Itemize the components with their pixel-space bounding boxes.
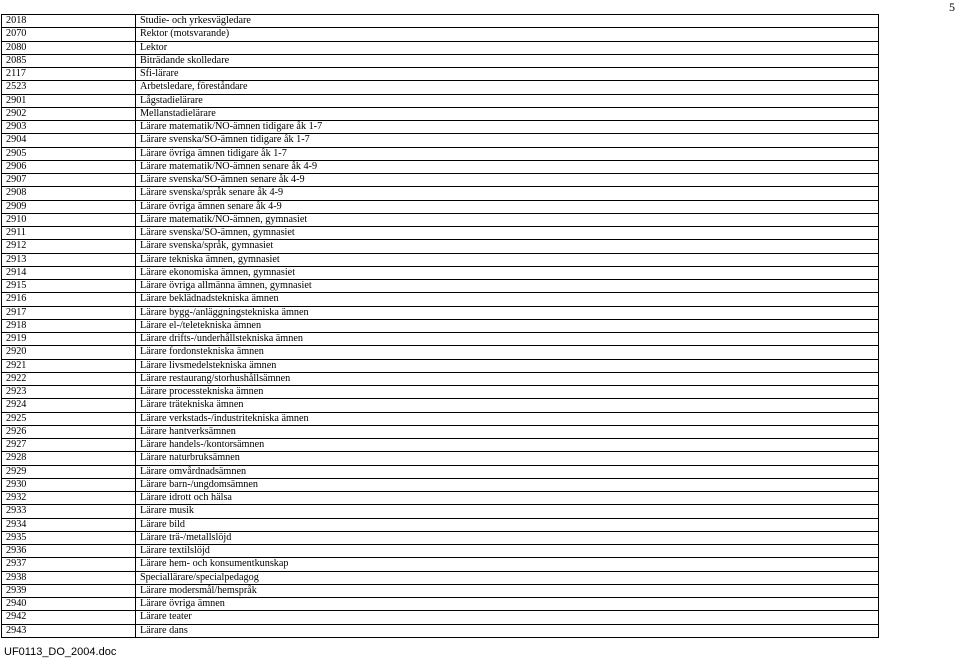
title-cell: Lärare musik [136, 505, 879, 518]
code-cell: 2935 [2, 531, 136, 544]
code-cell: 2921 [2, 359, 136, 372]
title-cell: Mellanstadielärare [136, 107, 879, 120]
title-cell: Lärare omvårdnadsämnen [136, 465, 879, 478]
table-row [2, 41, 879, 54]
code-cell: 2117 [2, 68, 136, 81]
table-row [2, 187, 879, 200]
code-cell: 2939 [2, 584, 136, 597]
table-row [2, 15, 879, 28]
table-row [2, 611, 879, 624]
title-cell: Lärare svenska/språk senare åk 4-9 [136, 187, 879, 200]
code-cell: 2070 [2, 28, 136, 41]
title-cell: Lärare hem- och konsumentkunskap [136, 558, 879, 571]
title-cell: Lärare övriga ämnen tidigare åk 1-7 [136, 147, 879, 160]
table-row [2, 147, 879, 160]
title-cell: Arbetsledare, föreståndare [136, 81, 879, 94]
table-row [2, 266, 879, 279]
title-cell: Lärare barn-/ungdomsämnen [136, 478, 879, 491]
table-row [2, 54, 879, 67]
title-cell: Sfi-lärare [136, 68, 879, 81]
code-cell: 2903 [2, 121, 136, 134]
title-cell: Lärare naturbruksämnen [136, 452, 879, 465]
code-cell: 2934 [2, 518, 136, 531]
code-cell: 2901 [2, 94, 136, 107]
code-cell: 2915 [2, 280, 136, 293]
table-row [2, 319, 879, 332]
title-cell: Lärare matematik/NO-ämnen tidigare åk 1-7 [136, 121, 879, 134]
title-cell: Lektor [136, 41, 879, 54]
table-row [2, 452, 879, 465]
title-cell: Lärare modersmål/hemspråk [136, 584, 879, 597]
table-row [2, 505, 879, 518]
title-cell: Lärare svenska/SO-ämnen, gymnasiet [136, 227, 879, 240]
title-cell: Lärare ekonomiska ämnen, gymnasiet [136, 266, 879, 279]
title-cell: Lärare fordonstekniska ämnen [136, 346, 879, 359]
code-cell: 2913 [2, 253, 136, 266]
table-row [2, 598, 879, 611]
table-row [2, 333, 879, 346]
title-cell: Lärare bygg-/anläggningstekniska ämnen [136, 306, 879, 319]
code-cell: 2917 [2, 306, 136, 319]
table-row [2, 399, 879, 412]
title-cell: Lärare övriga ämnen senare åk 4-9 [136, 200, 879, 213]
title-cell: Lärare hantverksämnen [136, 425, 879, 438]
code-cell: 2919 [2, 333, 136, 346]
table-row [2, 227, 879, 240]
table-row [2, 240, 879, 253]
code-cell: 2943 [2, 624, 136, 637]
title-cell: Biträdande skolledare [136, 54, 879, 67]
table-row [2, 81, 879, 94]
code-cell: 2906 [2, 160, 136, 173]
title-cell: Lärare trätekniska ämnen [136, 399, 879, 412]
table-row [2, 372, 879, 385]
table-row [2, 94, 879, 107]
code-cell: 2085 [2, 54, 136, 67]
table-row [2, 121, 879, 134]
table-row [2, 253, 879, 266]
title-cell: Lärare tekniska ämnen, gymnasiet [136, 253, 879, 266]
code-cell: 2942 [2, 611, 136, 624]
table-row [2, 28, 879, 41]
code-cell: 2912 [2, 240, 136, 253]
title-cell: Lärare teater [136, 611, 879, 624]
code-cell: 2080 [2, 41, 136, 54]
code-cell: 2523 [2, 81, 136, 94]
title-cell: Lärare textilslöjd [136, 545, 879, 558]
code-cell: 2936 [2, 545, 136, 558]
table-row [2, 624, 879, 637]
code-cell: 2920 [2, 346, 136, 359]
table-row [2, 571, 879, 584]
code-cell: 2927 [2, 439, 136, 452]
title-cell: Rektor (motsvarande) [136, 28, 879, 41]
title-cell: Studie- och yrkesvägledare [136, 15, 879, 28]
table-row [2, 293, 879, 306]
title-cell: Lärare el-/teletekniska ämnen [136, 319, 879, 332]
table-row [2, 425, 879, 438]
code-cell: 2932 [2, 492, 136, 505]
table-body [2, 15, 879, 638]
title-cell: Lärare matematik/NO-ämnen senare åk 4-9 [136, 160, 879, 173]
table-row [2, 346, 879, 359]
table-row [2, 200, 879, 213]
code-cell: 2914 [2, 266, 136, 279]
table-row [2, 160, 879, 173]
code-cell: 2907 [2, 174, 136, 187]
table-row [2, 68, 879, 81]
code-cell: 2909 [2, 200, 136, 213]
code-cell: 2911 [2, 227, 136, 240]
code-cell: 2902 [2, 107, 136, 120]
code-cell: 2923 [2, 386, 136, 399]
table-row [2, 306, 879, 319]
title-cell: Lärare bild [136, 518, 879, 531]
table-row [2, 545, 879, 558]
table-row [2, 518, 879, 531]
table-row [2, 134, 879, 147]
title-cell: Lärare svenska/SO-ämnen senare åk 4-9 [136, 174, 879, 187]
code-cell: 2940 [2, 598, 136, 611]
table-row [2, 107, 879, 120]
code-cell: 2926 [2, 425, 136, 438]
title-cell: Lågstadielärare [136, 94, 879, 107]
table-row [2, 412, 879, 425]
title-cell: Lärare drifts-/underhållstekniska ämnen [136, 333, 879, 346]
code-cell: 2937 [2, 558, 136, 571]
title-cell: Lärare dans [136, 624, 879, 637]
code-cell: 2905 [2, 147, 136, 160]
code-cell: 2925 [2, 412, 136, 425]
table-row [2, 213, 879, 226]
code-cell: 2908 [2, 187, 136, 200]
code-cell: 2928 [2, 452, 136, 465]
code-cell: 2918 [2, 319, 136, 332]
title-cell: Lärare restaurang/storhushållsämnen [136, 372, 879, 385]
table-row [2, 280, 879, 293]
title-cell: Lärare processtekniska ämnen [136, 386, 879, 399]
code-cell: 2929 [2, 465, 136, 478]
code-cell: 2018 [2, 15, 136, 28]
table-row [2, 558, 879, 571]
code-cell: 2916 [2, 293, 136, 306]
table-row [2, 584, 879, 597]
page-number: 5 [949, 0, 955, 14]
title-cell: Lärare svenska/språk, gymnasiet [136, 240, 879, 253]
occupation-code-table [1, 14, 879, 638]
code-cell: 2938 [2, 571, 136, 584]
table-row [2, 492, 879, 505]
title-cell: Lärare matematik/NO-ämnen, gymnasiet [136, 213, 879, 226]
title-cell: Lärare handels-/kontorsämnen [136, 439, 879, 452]
title-cell: Lärare idrott och hälsa [136, 492, 879, 505]
code-cell: 2933 [2, 505, 136, 518]
table-row [2, 359, 879, 372]
title-cell: Lärare beklädnadstekniska ämnen [136, 293, 879, 306]
title-cell: Lärare övriga allmänna ämnen, gymnasiet [136, 280, 879, 293]
table-row [2, 386, 879, 399]
title-cell: Lärare verkstads-/industritekniska ämnen [136, 412, 879, 425]
table-row [2, 478, 879, 491]
code-cell: 2922 [2, 372, 136, 385]
table-row [2, 465, 879, 478]
code-cell: 2930 [2, 478, 136, 491]
code-cell: 2910 [2, 213, 136, 226]
title-cell: Lärare livsmedelstekniska ämnen [136, 359, 879, 372]
title-cell: Lärare trä-/metallslöjd [136, 531, 879, 544]
footer-filename: UF0113_DO_2004.doc [4, 646, 117, 658]
table-row [2, 439, 879, 452]
table-row [2, 531, 879, 544]
title-cell: Lärare övriga ämnen [136, 598, 879, 611]
table-row [2, 174, 879, 187]
code-cell: 2904 [2, 134, 136, 147]
title-cell: Lärare svenska/SO-ämnen tidigare åk 1-7 [136, 134, 879, 147]
title-cell: Speciallärare/specialpedagog [136, 571, 879, 584]
code-cell: 2924 [2, 399, 136, 412]
